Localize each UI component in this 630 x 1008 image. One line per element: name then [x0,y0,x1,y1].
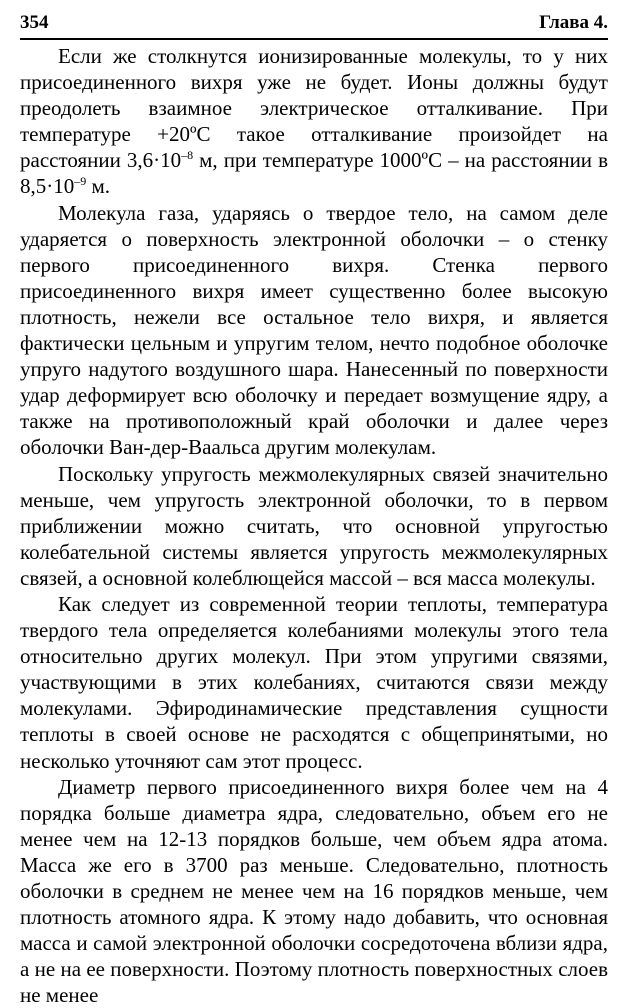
paragraph: Поскольку упругость межмолекулярных связей значительно меньше, чем упругость электронной оболочки, то в первом приближении можно считать, что основной упругостью колебательной системы является упругость межмолекулярных связей, а основной колеблющейся массой – вся масса молекулы. [20,461,608,590]
page-number: 354 [20,12,49,33]
page-header [20,10,608,40]
paragraph: Молекула газа, ударяясь о твердое тело, на самом деле ударяется о поверхность электронной оболочки – о стенку первого присоединенного вихря. Стенка первого присоединенного вихря имеет существенно более высокую плотность, нежели все остальное тело вихря, и является фактически цельным и упругим телом, нечто подобное оболочке упруго надутого воздушного шара. Нанесенный по поверхности удар деформирует всю оболочку и передает возмущение ядру, а также на противоположный край оболочки и далее через оболочки Ван-дер-Ваальса другим молекулам. [20,200,608,460]
chapter-title: Глава 4. [539,12,608,33]
paragraph: Диаметр первого присоединенного вихря более чем на 4 порядка больше диаметра ядра, следовательно, объем его не менее чем на 12-13 порядков больше, чем объем ядра атома. Масса же его в 3700 раз меньше. Следовательно, плотность оболочки в среднем не менее чем на 16 порядков меньше, чем плотность атомного ядра. К этому надо добавить, что основная масса и самой электронной оболочки сосредоточена вблизи ядра, а не на ее поверхности. Поэтому плотность поверхностных слоев не менее [20,774,608,1008]
paragraph [20,43,608,200]
exponent: –8 [181,148,194,163]
paragraph: Как следует из современной теории теплоты, температура твердого тела определяется колебаниями молекулы этого тела относительно других молекул. При этом упругими связями, участвующими в этих колебаниях, считаются связи между молекулами. Эфиродинамические представления сущности теплоты в своей основе не расходятся с общепринятыми, но несколько уточняют сам этот процесс. [20,591,608,773]
paragraph-text: м, при температуре 1000ºС – на расстоянии в 8,5·10 [20,148,608,199]
exponent: –9 [74,174,87,189]
paragraph-text: м. [86,174,111,199]
page-body [20,43,608,1008]
paragraph-text: Если же столкнутся ионизированные молекулы, то у них присоединенного вихря уже не будет. Ионы должны будут преодолеть взаимное электрическое отталкивание. При температуре +20ºС такое отталкивание произойдет на расстоянии 3,6·10 [20,44,608,173]
